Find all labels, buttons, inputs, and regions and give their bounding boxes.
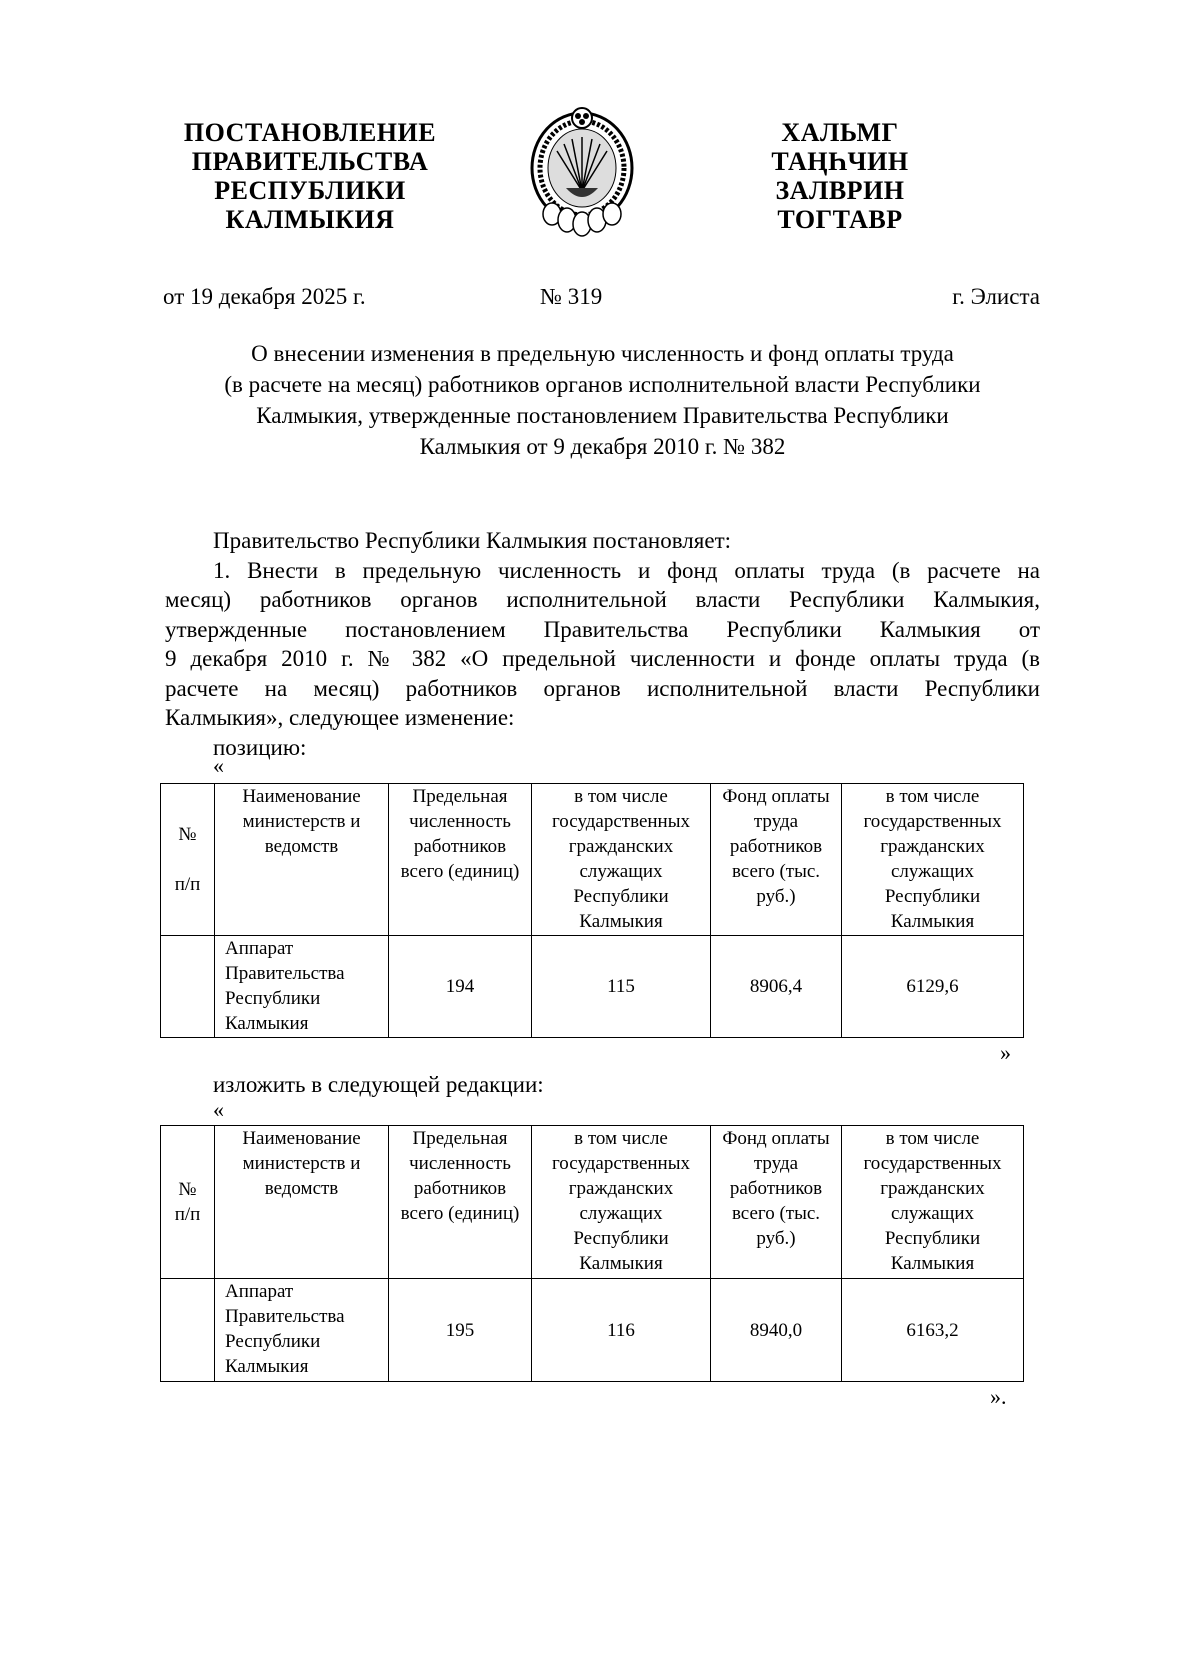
header-cell: в том числе государственных гражданских служащих Республики Калмыкия [842,1126,1024,1279]
header-right-line: ТОГТАВР [777,205,903,234]
open-quote: « [213,1097,224,1122]
header-left-line: КАЛМЫКИЯ [225,205,395,234]
title-line: (в расчете на месяц) работников органов исполнительной власти Республики [224,372,981,397]
headcount-cell: 195 [389,1279,532,1382]
intro-paragraph: Правительство Республики Калмыкия постановляет: [213,528,732,553]
header-right-line: ЗАЛВРИН [775,176,905,205]
coat-of-arms-emblem [522,106,642,241]
document-title [165,338,1040,462]
row-number-cell [161,936,215,1038]
header-cell: Предельная численность работников всего (единиц) [389,784,532,936]
document-date: от 19 декабря 2025 г. [163,284,366,309]
header-cell: № п/п [161,784,215,936]
civil-servants-cell: 116 [532,1279,711,1382]
header-right-line: ХАЛЬМГ [781,118,899,147]
table-old [160,783,1024,1038]
document-number: № 319 [540,284,603,309]
position-label: позицию: [213,734,307,760]
civil-servants-cell: 115 [532,936,711,1038]
title-line: Калмыкия от 9 декабря 2010 г. № 382 [419,434,786,459]
header-cell: № п/п [161,1126,215,1279]
open-quote: « [213,753,224,778]
header-cell: Фонд оплаты труда работников всего (тыс. руб.) [711,1126,842,1279]
header-cell: Фонд оплаты труда работников всего (тыс. руб.) [711,784,842,936]
table-row [161,936,1024,1038]
document-city: г. Элиста [952,284,1040,309]
civil-servants-fund-cell: 6163,2 [842,1279,1024,1382]
table-header-row [161,784,1024,936]
item1-line: Калмыкия», следующее изменение: [165,705,515,730]
item1-line: расчете на месяц) работников органов исполнительной власти Республики [165,675,1040,701]
header-cell: в том числе государственных гражданских служащих Республики Калмыкия [532,1126,711,1279]
row-number-cell [161,1279,215,1382]
header-left [150,118,470,234]
header-cell: Предельная численность работников всего (единиц) [389,1126,532,1279]
ministry-cell: Аппарат Правительства Республики Калмыкия [215,936,389,1038]
replace-label: изложить в следующей редакции: [213,1072,544,1097]
header-cell: Наименование министерств и ведомств [215,1126,389,1279]
header-cell: в том числе государственных гражданских служащих Республики Калмыкия [532,784,711,936]
header-right-line: ТАҢҺЧИН [771,147,909,176]
header-left-line: ПРАВИТЕЛЬСТВА [191,147,429,176]
title-line: Калмыкия, утвержденные постановлением Правительства Республики [256,403,949,428]
body-text [165,526,1040,762]
header-cell: Наименование министерств и ведомств [215,784,389,936]
ministry-cell: Аппарат Правительства Республики Калмыкия [215,1279,389,1382]
table-header-row [161,1126,1024,1279]
headcount-cell: 194 [389,936,532,1038]
header-left-line: ПОСТАНОВЛЕНИЕ [183,118,437,147]
table-row [161,1279,1024,1382]
header-right [680,118,1000,234]
header-left-line: РЕСПУБЛИКИ [214,176,406,205]
item1-line: утвержденные постановлением Правительства Республики Калмыкия от [165,616,1040,642]
wage-fund-cell: 8940,0 [711,1279,842,1382]
title-line: О внесении изменения в предельную численность и фонд оплаты труда [251,341,954,366]
close-quote: ». [990,1384,1007,1409]
close-quote: » [1000,1040,1011,1065]
header-cell: в том числе государственных гражданских служащих Республики Калмыкия [842,784,1024,936]
civil-servants-fund-cell: 6129,6 [842,936,1024,1038]
wage-fund-cell: 8906,4 [711,936,842,1038]
item1-line: 9 декабря 2010 г. № 382 «О предельной численности и фонде оплаты труда (в [165,646,1040,671]
item1-line: 1. Внести в предельную численность и фонд оплаты труда (в расчете на [213,557,1040,583]
table-new [160,1125,1024,1382]
item1-line: месяц) работников органов исполнительной власти Республики Калмыкия, [165,587,1040,612]
